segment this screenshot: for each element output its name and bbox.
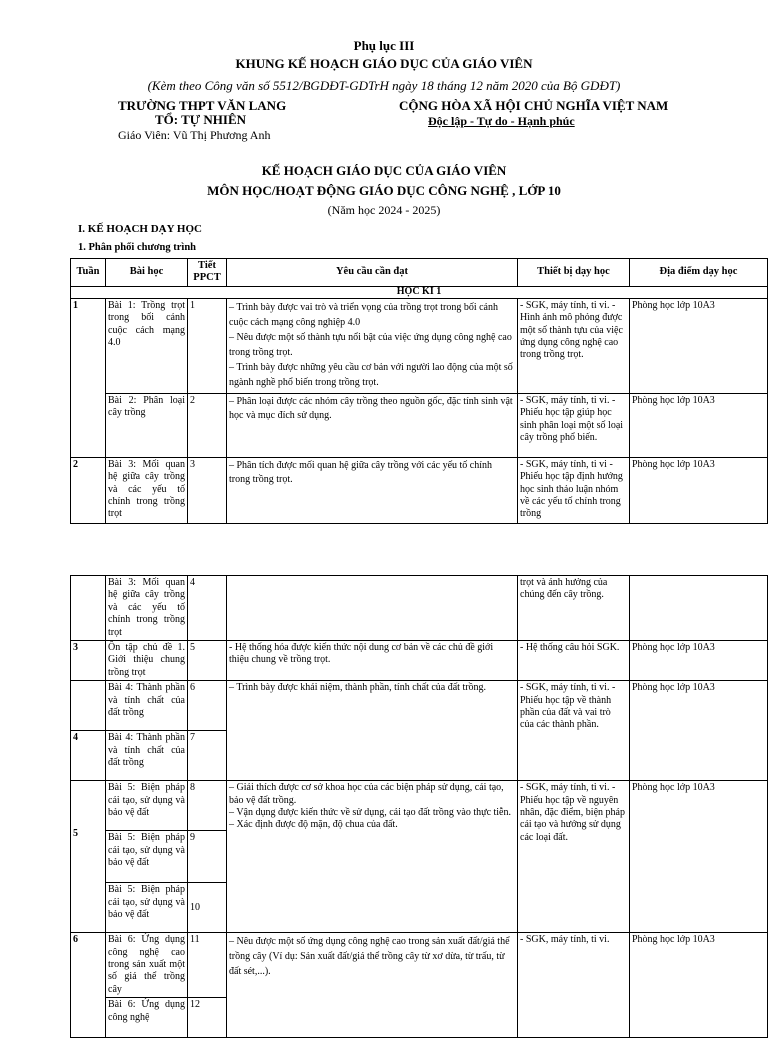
- equipment-cell: - SGK, máy tính, ti vi. - Hình ảnh mô phỏng được một số thành tựu của việc ứng dụng công nghệ cao trong trồng trọt.: [518, 298, 630, 393]
- lesson-cell: Ôn tập chủ đề 1. Giới thiệu chung trồng trọt: [106, 641, 188, 681]
- appendix-label: Phụ lục III: [353, 38, 415, 53]
- period-cell: 9: [188, 831, 227, 883]
- lesson-cell: Bài 6: Ứng dụng công nghệ cao trong sản xuất một số giá thể trồng cây: [106, 933, 188, 998]
- table-row: [71, 393, 768, 457]
- table-row: [71, 641, 768, 681]
- week-cell: 4: [71, 731, 106, 781]
- location-cell: Phòng học lớp 10A3: [630, 298, 768, 393]
- table-row: [71, 781, 768, 831]
- period-cell: 8: [188, 781, 227, 831]
- lesson-cell: Bài 5: Biện pháp cải tạo, sử dụng và bảo vệ đất: [106, 781, 188, 831]
- week-cell: [71, 681, 106, 731]
- requirement-item: – Xác định được độ mặn, độ chua của đất.: [229, 819, 398, 831]
- curriculum-table-continued: [70, 575, 768, 1038]
- period-cell: 3: [188, 457, 227, 523]
- period-cell: 5: [188, 641, 227, 681]
- week-number: 5: [73, 828, 78, 840]
- location-cell: Phòng học lớp 10A3: [630, 933, 768, 1038]
- location-cell: Phòng học lớp 10A3: [630, 641, 768, 681]
- col-equipment: Thiết bị dạy học: [518, 259, 630, 287]
- equipment-cell: - SGK, máy tính, ti vi - Phiếu học tập định hướng học sinh thảo luận nhóm về các yếu tố chính trong trồng: [518, 457, 630, 523]
- lesson-cell: Bài 3: Mối quan hệ giữa cây trồng và các yếu tố chính trong trồng trọt: [106, 576, 188, 641]
- location-cell: Phòng học lớp 10A3: [630, 457, 768, 523]
- period-cell: 7: [188, 731, 227, 781]
- period-cell: 11: [188, 933, 227, 998]
- republic-title: CỘNG HÒA XÃ HỘI CHỦ NGHĨA VIỆT NAM: [399, 98, 669, 113]
- requirements-cell: [227, 298, 518, 393]
- table-row: [71, 576, 768, 641]
- plan-subject: MÔN HỌC/HOẠT ĐỘNG GIÁO DỤC CÔNG NGHỆ , LỚP 10: [207, 183, 561, 198]
- school-year: (Năm học 2024 - 2025): [327, 203, 441, 217]
- location-cell: Phòng học lớp 10A3: [630, 781, 768, 933]
- subsection-heading: 1. Phân phối chương trình: [78, 242, 197, 253]
- table-row: [71, 298, 768, 393]
- motto: Độc lập - Tự do - Hạnh phúc: [428, 114, 575, 128]
- requirements-cell: – Phân tích được mối quan hệ giữa cây trồng với các yếu tố chính trong trồng trọt.: [227, 457, 518, 523]
- lesson-cell: Bài 4: Thành phần và tính chất của đất trồng: [106, 731, 188, 781]
- lesson-cell: Bài 1: Trồng trọt trong bối cảnh cuộc cách mạng 4.0: [106, 298, 188, 393]
- requirement-item: – Vận dụng được kiến thức về sử dụng, cải tạo đất trồng vào thực tiễn.: [229, 807, 511, 819]
- requirements-cell: [227, 781, 518, 933]
- period-cell: 1: [188, 298, 227, 393]
- equipment-cell: - SGK, máy tính, ti vi. - Phiếu học tập về thành phần của đất và vai trò của các thành phần.: [518, 681, 630, 781]
- requirements-cell: [227, 576, 518, 641]
- col-week: Tuần: [71, 259, 106, 287]
- week-cell: 2: [71, 457, 106, 523]
- section-heading: I. KẾ HOẠCH DẠY HỌC: [78, 223, 202, 235]
- lesson-cell: Bài 4: Thành phần và tính chất của đất trồng: [106, 681, 188, 731]
- equipment-cell: trọt và ảnh hưởng của chúng đến cây trồng.: [518, 576, 630, 641]
- col-lesson: Bài học: [106, 259, 188, 287]
- week-cell: [71, 576, 106, 641]
- teacher-name: Giáo Viên: Vũ Thị Phương Anh: [118, 128, 271, 142]
- lesson-cell: Bài 5: Biện pháp cải tạo, sử dụng và bảo vệ đất: [106, 831, 188, 883]
- semester-row: [71, 286, 768, 298]
- requirement-item: – Giải thích được cơ sở khoa học của các biện pháp sử dụng, cải tạo, bảo vệ đất trồng.: [229, 782, 504, 806]
- school-name: TRƯỜNG THPT VĂN LANG: [118, 98, 287, 113]
- table-row: [71, 933, 768, 998]
- week-cell: 3: [71, 641, 106, 681]
- period-cell: 6: [188, 681, 227, 731]
- period-cell: 12: [188, 998, 227, 1038]
- equipment-cell: - SGK, máy tính, ti vi. - Phiếu học tập giúp học sinh phân loại một số loại cây trồng phổ biến.: [518, 393, 630, 457]
- period-cell: 10: [188, 883, 227, 933]
- lesson-cell: Bài 2: Phân loại cây trồng: [106, 393, 188, 457]
- col-location: Địa điểm dạy học: [630, 259, 768, 287]
- requirements-cell: – Phân loại được các nhóm cây trồng theo nguồn gốc, đặc tính sinh vật học và mục đích sử dụng.: [227, 393, 518, 457]
- week-cell: 1: [71, 298, 106, 457]
- table-row: [71, 681, 768, 731]
- col-requirements: Yêu cầu cần đạt: [227, 259, 518, 287]
- frame-title: KHUNG KẾ HOẠCH GIÁO DỤC CỦA GIÁO VIÊN: [235, 56, 533, 71]
- location-cell: [630, 576, 768, 641]
- equipment-cell: - Hệ thống câu hỏi SGK.: [518, 641, 630, 681]
- period-cell: 2: [188, 393, 227, 457]
- requirements-cell: - Hệ thống hóa được kiến thức nội dung cơ bản về các chủ đề giới thiệu chung về trồng trọt.: [227, 641, 518, 681]
- col-period: Tiết PPCT: [188, 259, 227, 287]
- requirements-cell: – Trình bày được khái niệm, thành phần, tính chất của đất trồng.: [227, 681, 518, 781]
- curriculum-table: [70, 258, 768, 524]
- department-name: TỔ: TỰ NHIÊN: [155, 112, 247, 127]
- plan-title: KẾ HOẠCH GIÁO DỤC CỦA GIÁO VIÊN: [261, 163, 507, 178]
- requirement-item: – Nêu được một số thành tựu nổi bật của việc ứng dụng công nghệ cao trong trồng trọt.: [229, 331, 512, 358]
- reference-note: (Kèm theo Công văn số 5512/BGDĐT-GDTrH ngày 18 tháng 12 năm 2020 của Bộ GDĐT): [147, 78, 621, 93]
- week-cell: 6: [71, 933, 106, 1038]
- location-cell: Phòng học lớp 10A3: [630, 681, 768, 781]
- lesson-cell: Bài 6: Ứng dụng công nghệ: [106, 998, 188, 1038]
- week-cell: [71, 781, 106, 933]
- requirement-item: – Trình bày được những yêu cầu cơ bản với người lao động của một số ngành nghề phổ biến trong trồng trọt.: [229, 361, 513, 388]
- location-cell: Phòng học lớp 10A3: [630, 393, 768, 457]
- equipment-cell: - SGK, máy tính, ti vi.: [518, 933, 630, 1038]
- lesson-cell: Bài 5: Biện pháp cải tạo, sử dụng và bảo vệ đất: [106, 883, 188, 933]
- equipment-cell: - SGK, máy tính, ti vi. - Phiếu học tập về nguyên nhân, đặc điểm, biện pháp cải tạo và hướng sử dụng các loại đất.: [518, 781, 630, 933]
- semester-label: HỌC KÌ 1: [71, 286, 768, 298]
- table-header-row: [71, 259, 768, 287]
- lesson-cell: Bài 3: Mối quan hệ giữa cây trồng và các yếu tố chính trong trồng trọt: [106, 457, 188, 523]
- period-cell: 4: [188, 576, 227, 641]
- table-row: [71, 457, 768, 523]
- requirement-item: – Trình bày được vai trò và triển vọng của trồng trọt trong bối cảnh cuộc cách mạng công nghiệp 4.0: [229, 301, 498, 328]
- requirements-cell: – Nêu được một số ứng dụng công nghệ cao trong sản xuất đất/giá thể trồng cây (Ví dụ: Sản xuất đất/giá thể trồng cây từ xơ dừa, từ trấu, từ đất sét,...).: [227, 933, 518, 1038]
